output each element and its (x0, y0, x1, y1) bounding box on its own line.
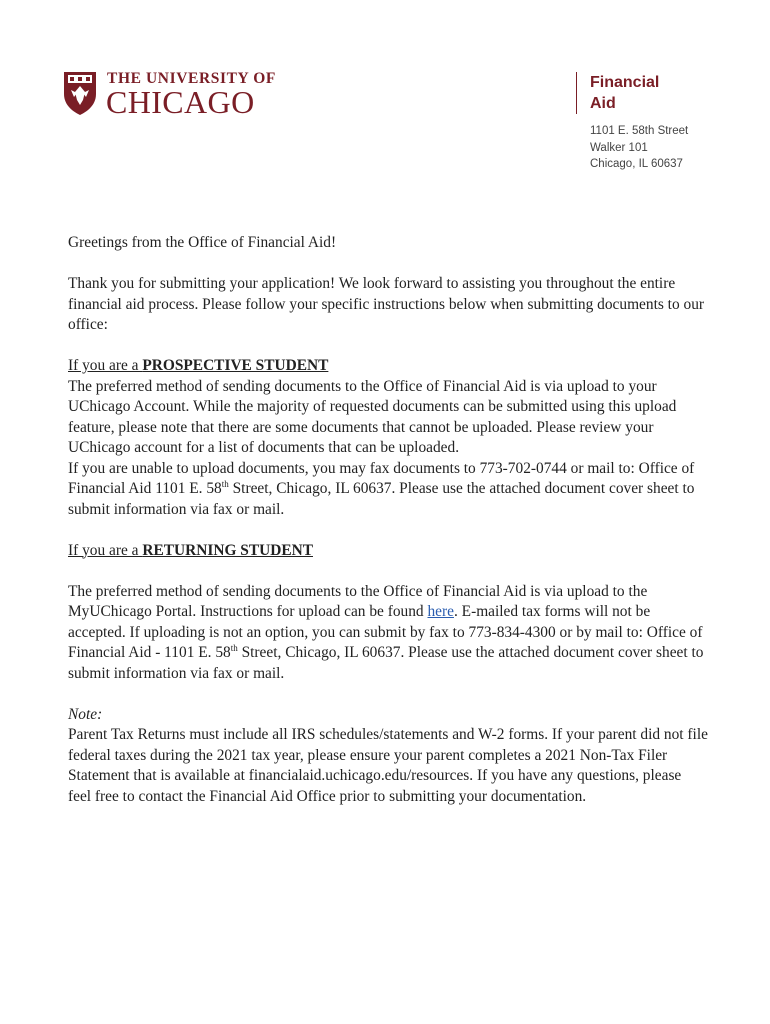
returning-heading-bold: RETURNING STUDENT (142, 541, 313, 559)
prospective-heading (68, 356, 708, 377)
prospective-heading-prefix: If you are a (68, 357, 143, 374)
returning-p-sup: th (230, 642, 238, 653)
department-line-2: Aid (590, 95, 616, 112)
address-line-1: 1101 E. 58th Street (590, 125, 689, 137)
department-address (590, 123, 688, 173)
prospective-p2-sup: th (221, 478, 229, 489)
department-line-1: Financial (590, 74, 660, 91)
address-line-3: Chicago, IL 60637 (590, 158, 683, 170)
department-name (590, 72, 659, 114)
upload-instructions-link[interactable]: here (427, 603, 454, 620)
letterhead-divider (576, 72, 577, 114)
returning-paragraph (68, 582, 708, 685)
prospective-heading-bold: PROSPECTIVE STUDENT (142, 357, 329, 374)
university-name-top: THE UNIVERSITY OF (107, 70, 276, 87)
returning-p-start: The preferred method of sending documents to the Office of Financial Aid is via upload to the MyUChicago Portal. Instructions for upload can be found (68, 582, 648, 620)
returning-heading (68, 541, 708, 562)
address-line-2: Walker 101 (590, 141, 648, 154)
letter-body (68, 233, 708, 807)
intro-paragraph: Thank you for submitting your application! We look forward to assisting you throughout the entire financial aid process. Please follow your specific instructions below when submitting documents to our office: (68, 275, 705, 333)
note-label: Note: (68, 705, 103, 723)
note-paragraph: Parent Tax Returns must include all IRS schedules/statements and W-2 forms. If your parent did not file federal taxes during the 2021 tax year, please ensure your parent completes a 2021 Non-Tax Filer Statement that is available at financialaid.uchicago.edu/resources. If you have any questions, please feel free to contact the Financial Aid Office prior to submitting your documentation. (68, 726, 708, 805)
prospective-paragraph-1: The preferred method of sending documents to the Office of Financial Aid is via upload to your UChicago Account. While the majority of requested documents can be submitted using this upload feature, please note that there are some documents that cannot be uploaded. Please review your UChicago account for a list of documents that can be uploaded. (68, 377, 677, 456)
greeting: Greetings from the Office of Financial Aid! (68, 234, 337, 251)
returning-heading-prefix: If you are a (68, 541, 143, 559)
returning-p-middle: . E-mailed tax forms will not be accepted. If uploading is not an option, you can submit by fax to 773-834-4300 or by mail to: Office of Financial Aid - 1101 E. 58 (68, 603, 703, 661)
university-name: CHICAGO (106, 84, 255, 120)
prospective-p2-end: Street, Chicago, IL 60637. Please use the attached document cover sheet to submit information via fax or mail. (68, 480, 695, 518)
returning-p-end: Street, Chicago, IL 60637. Please use the attached document cover sheet to submit information via fax or mail. (68, 644, 704, 682)
prospective-p2-start: If you are unable to upload documents, you may fax documents to 773-702-0744 or mail to: Office of Financial Aid 1101 E. 58 (68, 459, 695, 497)
prospective-paragraph-2 (68, 459, 708, 521)
university-crest-icon (62, 70, 98, 116)
university-logo (62, 70, 287, 120)
